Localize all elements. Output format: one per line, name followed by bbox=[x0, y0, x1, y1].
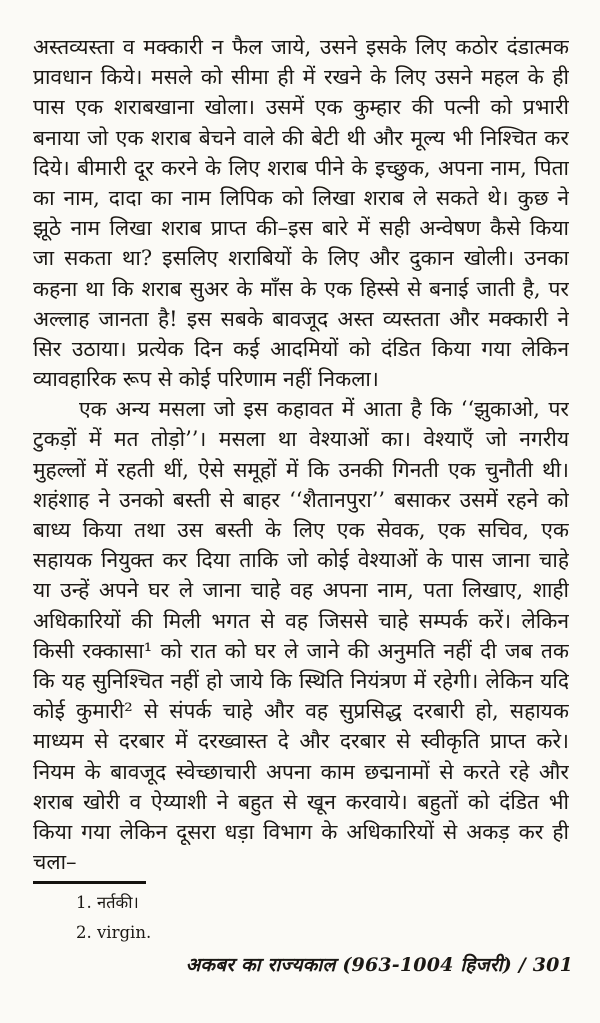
text-line: कोई कुमारी² से संपर्क चाहे और वह सुप्रसिद्ध दरबारी हो, सहायक bbox=[33, 699, 569, 724]
text-line: एक अन्य मसला जो इस कहावत में आता है कि ‘‘झुकाओ, पर bbox=[79, 397, 569, 422]
text-line: अधिकारियों की मिली भगत से वह जिससे चाहे सम्पर्क करें। लेकिन bbox=[33, 608, 569, 633]
text-line: टुकड़ों में मत तोड़ो’’। मसला था वेश्याओं का। वेश्याएँ जो नगरीय bbox=[33, 427, 569, 452]
text-line: कहना था कि शराब सुअर के माँस के एक हिस्से से बनाई जाती है, पर bbox=[33, 276, 569, 301]
text-line: व्यावहारिक रूप से कोई परिणाम नहीं निकला। bbox=[33, 367, 379, 392]
text-line: दिये। बीमारी दूर करने के लिए शराब पीने के इच्छुक, अपना नाम, पिता bbox=[33, 155, 569, 180]
footnotes bbox=[76, 888, 151, 948]
text-line: चला– bbox=[33, 850, 77, 875]
running-footer bbox=[186, 951, 573, 977]
text-line: का नाम, दादा का नाम लिपिक को लिखा शराब ले सकते थे। कुछ ने bbox=[33, 185, 569, 210]
footnote-divider bbox=[33, 881, 146, 884]
text-line: बाध्य किया तथा उस बस्ती के लिए एक सेवक, एक सचिव, एक bbox=[33, 518, 569, 542]
text-line: बनाया जो एक शराब बेचने वाले की बेटी थी और मूल्य भी निश्चित कर bbox=[33, 125, 569, 150]
text-line: नियम के बावजूद स्वेच्छाचारी अपना काम छद्मनामों से करते रहे और bbox=[33, 759, 569, 784]
footer-text: अकबर का राज्यकाल (963-1004 हिजरी) / 301 bbox=[185, 954, 573, 976]
text-line: किसी रक्कासा¹ को रात को घर ले जाने की अनुमति नहीं दी जब तक bbox=[33, 638, 569, 663]
text-line: सिर उठाया। प्रत्येक दिन कई आदमियों को दंडित किया गया लेकिन bbox=[33, 336, 569, 361]
text-line: प्रावधान किये। मसले को सीमा ही में रखने के लिए उसने महल के ही bbox=[33, 65, 569, 90]
text-line: या उन्हें अपने घर ले जाना चाहे वह अपना नाम, पता लिखाए, शाही bbox=[33, 578, 569, 603]
text-line: माध्यम से दरबार में दरख्वास्त दे और दरबार से स्वीकृति प्राप्त करे। bbox=[33, 729, 569, 754]
text-line: किया गया लेकिन दूसरा धड़ा विभाग के अधिकारियों से अकड़ कर ही bbox=[33, 819, 569, 844]
text-line: शहंशाह ने उनको बस्ती से बाहर ‘‘शैतानपुरा’’ बसाकर उसमें रहने को bbox=[33, 487, 569, 512]
text-line: शराब खोरी व ऐय्याशी ने बहुत से खून करवाये। बहुतों को दंडित भी bbox=[33, 789, 569, 814]
text-line: पास एक शराबखाना खोला। उसमें एक कुम्हार की पत्नी को प्रभारी bbox=[33, 95, 569, 120]
footnote-item: 2. virgin. bbox=[76, 923, 152, 942]
text-line: सहायक नियुक्त कर दिया ताकि जो कोई वेश्याओं के पास जाना चाहे bbox=[33, 548, 569, 573]
text-line: जा सकता था? इसलिए शराबियों के लिए और दुकान खोली। उनका bbox=[33, 246, 569, 271]
text-line: अल्लाह जानता है! इस सबके बावजूद अस्त व्यस्तता और मक्कारी ने bbox=[33, 306, 569, 331]
text-line: कि यह सुनिश्चित नहीं हो जाये कि स्थिति नियंत्रण में रहेगी। लेकिन यदि bbox=[33, 668, 569, 693]
body-text bbox=[33, 32, 569, 877]
text-line: मुहल्लों में रहती थीं, ऐसे समूहों में कि उनकी गिनती एक चुनौती थी। bbox=[33, 457, 569, 482]
footnote-item: 1. नर्तकी। bbox=[76, 893, 139, 912]
text-line: झूठे नाम लिखा शराब प्राप्त की–इस बारे में सही अन्वेषण कैसे किया bbox=[33, 216, 569, 241]
text-line: अस्तव्यस्ता व मक्कारी न फैल जाये, उसने इसके लिए कठोर दंडात्मक bbox=[33, 35, 569, 59]
